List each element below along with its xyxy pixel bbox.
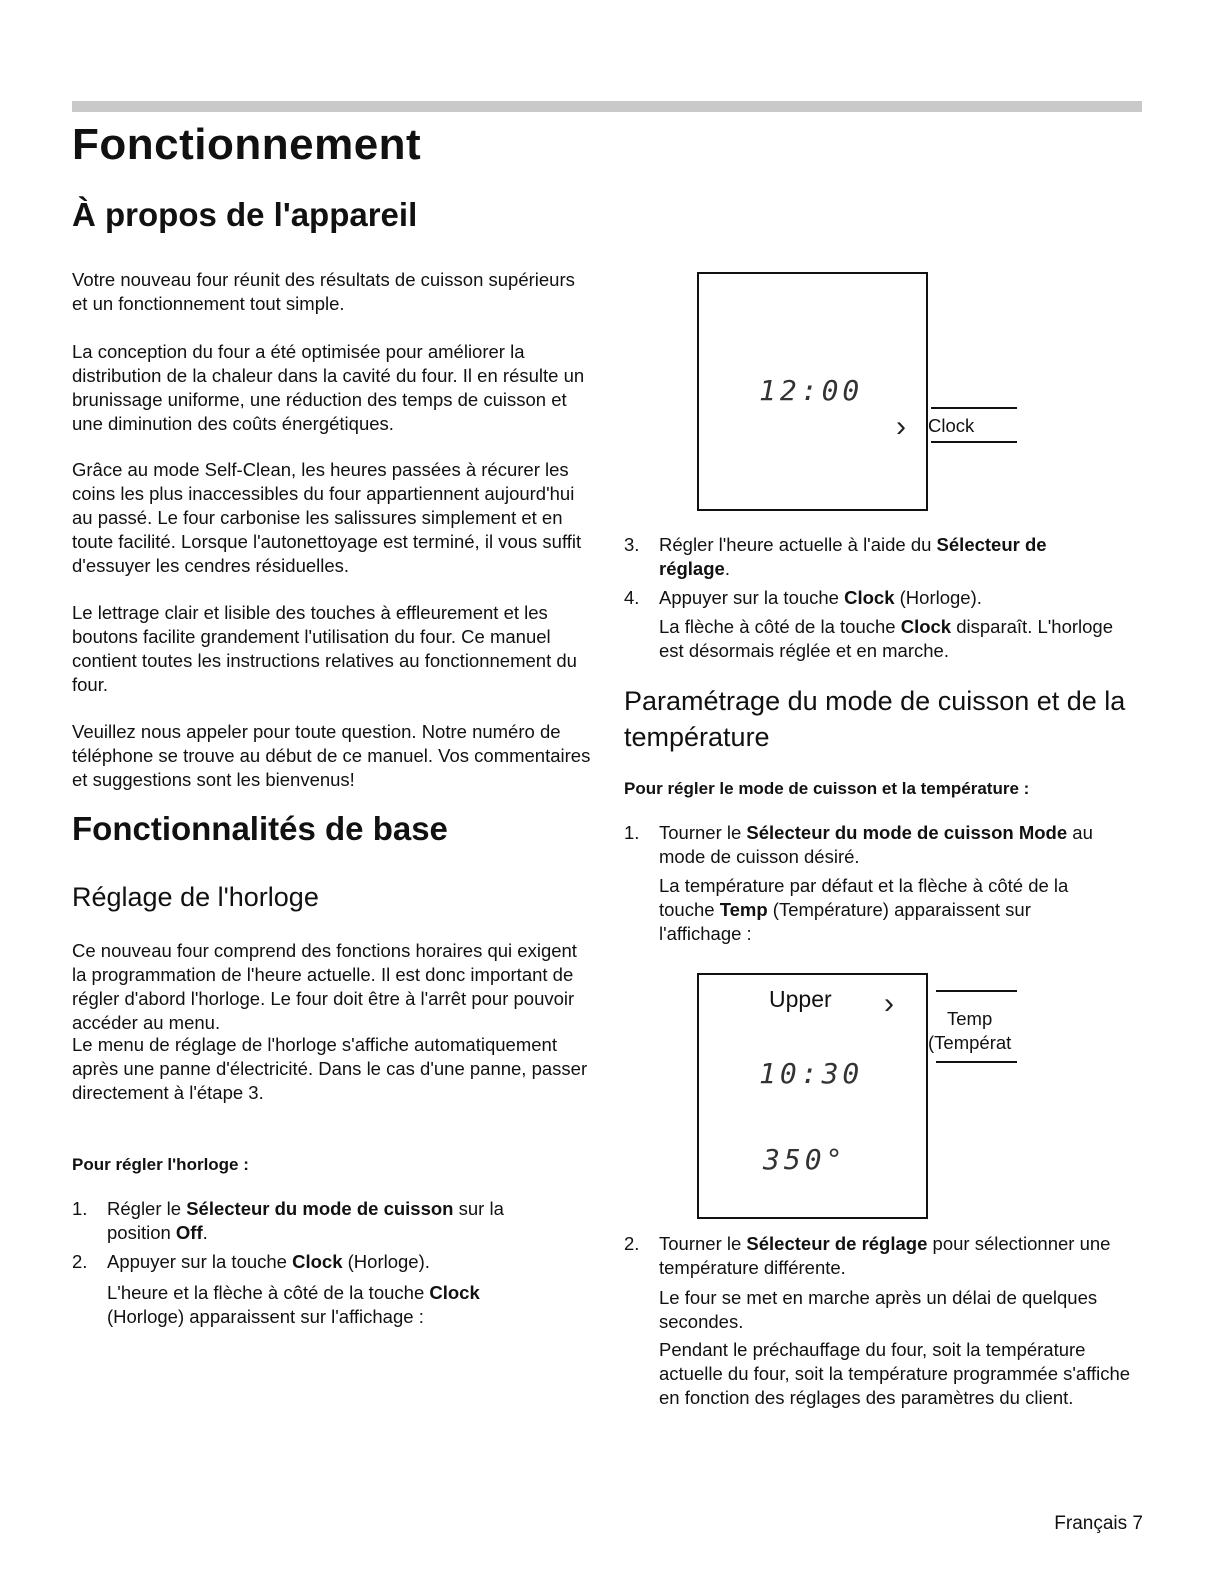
display-temp: 350° <box>763 1143 847 1176</box>
paragraph: Ce nouveau four comprend des fonctions horaires qui exigent la programmation de l'heure actuelle. Il est donc important de régler d'abord l'horloge. Le four doit être à l'arrêt pour pouvoir accéder au menu. <box>72 940 577 1033</box>
list-item: 2. Tourner le Sélecteur de réglage pour sélectionner une température différente. <box>624 1233 1111 1278</box>
procedure-heading: Pour régler le mode de cuisson et la température : <box>624 779 1030 798</box>
step-note: L'heure et la flèche à côté de la touche Clock (Horloge) apparaissent sur l'affichage : <box>107 1282 480 1327</box>
callout-rule <box>936 1061 1017 1063</box>
list-item: 3. Régler l'heure actuelle à l'aide du Sélecteur de réglage. <box>624 534 1047 579</box>
display-clock <box>697 272 928 511</box>
paragraph: Le lettrage clair et lisible des touches à effleurement et les boutons facilite grandement l'utilisation du four. Ce manuel contient toutes les instructions relatives au fonctionnement du four. <box>72 602 577 695</box>
list-item: 2. Appuyer sur la touche Clock (Horloge). <box>72 1251 430 1272</box>
clock-label: Clock <box>928 415 975 436</box>
callout-rule <box>931 441 1017 443</box>
step-note: La température par défaut et la flèche à côté de la touche Temp (Température) apparaissent sur l'affichage : <box>659 875 1069 944</box>
display-temperature <box>697 973 928 1219</box>
display-time: 10:30 <box>759 1057 864 1090</box>
callout-rule <box>936 990 1017 992</box>
paragraph: La conception du four a été optimisée pour améliorer la distribution de la chaleur dans la cavité du four. Il en résulte un brunissage uniforme, une réduction des temps de cuisson et une diminution des coûts énergétiques. <box>72 341 585 434</box>
paragraph: Grâce au mode Self-Clean, les heures passées à récurer les coins les plus inaccessibles du four appartiennent aujourd'hui au passé. Le four carbonise les salissures simplement et en toute facilité. Lorsque l'autonettoyage est terminé, il vous suffit d'essuyer les cendres résiduelles. <box>72 459 582 576</box>
arrow-right-icon: › <box>896 410 906 443</box>
step-note: La flèche à côté de la touche Clock disparaît. L'horloge est désormais réglée et en marche. <box>659 616 1114 661</box>
step-note: Le four se met en marche après un délai de quelques secondes. <box>659 1287 1098 1332</box>
list-item: 1. Régler le Sélecteur du mode de cuisson sur la position Off. <box>72 1198 504 1243</box>
list-item: 1. Tourner le Sélecteur du mode de cuisson Mode au mode de cuisson désiré. <box>624 822 1093 867</box>
list-item: 4. Appuyer sur la touche Clock (Horloge). <box>624 587 982 608</box>
callout-rule <box>931 407 1017 409</box>
subsection-heading-parametrage: Paramétrage du mode de cuisson et de la température <box>624 686 1126 752</box>
temp-label: Temp <box>947 1008 993 1029</box>
temp-label-french: (Températ <box>928 1032 1012 1053</box>
paragraph: Votre nouveau four réunit des résultats de cuisson supérieurs et un fonctionnement tout simple. <box>72 269 575 314</box>
paragraph: Veuillez nous appeler pour toute question. Notre numéro de téléphone se trouve au début de ce manuel. Vos commentaires et suggestions sont les bienvenus! <box>72 721 591 790</box>
step-note: Pendant le préchauffage du four, soit la température actuelle du four, soit la température programmée s'affiche en fonction des réglages des paramètres du client. <box>659 1339 1131 1408</box>
header-rule <box>72 101 1142 112</box>
paragraph: Le menu de réglage de l'horloge s'affiche automatiquement après une panne d'électricité. Dans le cas d'une panne, passer directement à l'étape 3. <box>72 1034 588 1103</box>
page-title: Fonctionnement <box>72 120 422 169</box>
arrow-right-icon: › <box>884 987 894 1020</box>
section-heading-apropos: À propos de l'appareil <box>72 196 418 233</box>
display-mode: Upper <box>769 986 832 1012</box>
subsection-heading-horloge: Réglage de l'horloge <box>72 882 319 912</box>
page-footer: Français 7 <box>1054 1513 1143 1534</box>
procedure-heading: Pour régler l'horloge : <box>72 1155 249 1174</box>
display-time: 12:00 <box>759 374 864 407</box>
section-heading-fonctionnalites: Fonctionnalités de base <box>72 810 448 847</box>
